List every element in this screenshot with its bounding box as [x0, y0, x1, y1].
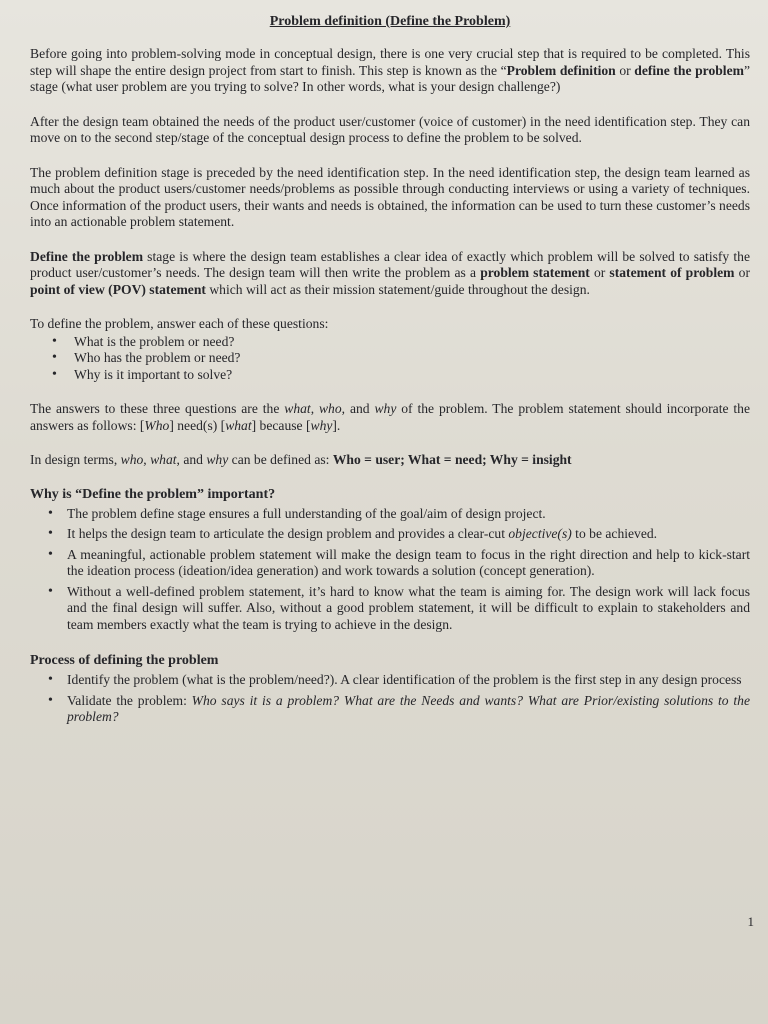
- text-run: ] need(s) [: [169, 417, 226, 433]
- questions-list: [30, 334, 750, 384]
- list-item: [46, 526, 750, 543]
- bold-term: statement of problem: [609, 265, 735, 280]
- text-run: ,: [143, 452, 151, 467]
- bold-term: Problem definition: [506, 62, 616, 78]
- text-run: ] because [: [251, 417, 311, 433]
- list-item: • Without a well-defined problem statement, it’s hard to know what the team is aiming for. The design work will lack focus and the final design will suffer. Also, without a good problem statement, it will be difficult to explain to stakeholders and team members exactly what the team is trying to achieve in the design.: [46, 584, 750, 634]
- list-item: • The problem define stage ensures a full understanding of the goal/aim of design project.: [46, 506, 750, 523]
- intro-paragraph: [30, 46, 750, 96]
- text-run: to be achieved.: [571, 526, 658, 541]
- text-run: stage is where the design team establishes a clear idea of exactly which problem will be solved to satisfy the product user/customer’s needs. The design team will then write the problem as a: [30, 248, 750, 280]
- text-run: of the problem. The problem statement should incorporate the answers as follows: [: [30, 401, 751, 433]
- process-heading: Process of defining the problem: [30, 653, 219, 668]
- text-run: can be defined as:: [228, 452, 333, 467]
- text-run: or: [589, 265, 610, 280]
- italic-term: why: [374, 401, 397, 416]
- preceded-paragraph: The problem definition stage is preceded by the need identification step. In the need identification step, the design team learned as much about the product users/customer needs/problems as possible through conducting interviews or using a variety of techniques. Once information of the product users, their wants and needs is obtained, the information can be used to turn these customer’s needs into an actionable problem statement.: [30, 164, 750, 229]
- need-identification-paragraph: After the design team obtained the needs of the product user/customer (voice of customer) in the need identification step. They can move on to the second step/stage of the conceptual design process to define the problem to be solved.: [30, 113, 750, 145]
- answers-paragraph: [30, 401, 750, 434]
- text-run: or: [615, 62, 635, 78]
- italic-term: what: [284, 401, 311, 416]
- italic-term: who: [120, 452, 144, 467]
- questions-intro: To define the problem, answer each of these questions:: [30, 316, 329, 331]
- italic-term: who: [318, 401, 342, 416]
- list-item: • Who has the problem or need?: [50, 350, 750, 367]
- text-run: In design terms,: [30, 452, 121, 467]
- text-run: Before going into problem-solving mode in conceptual design, there is one very crucial step that is required to be completed. This step will shape the entire design project from start to finish. This step is known as the “: [30, 46, 750, 78]
- process-list: [30, 672, 750, 726]
- define-stage-paragraph: [30, 249, 750, 299]
- italic-term: Who says it is a problem? What are the Needs and wants? What are Prior/existing solutions to the problem?: [67, 692, 751, 724]
- italic-term: why: [310, 417, 333, 433]
- text-run: or: [734, 265, 750, 280]
- text-run: Validate the problem:: [67, 692, 192, 708]
- text-run: The answers to these three questions are the: [30, 401, 285, 416]
- bold-term: Define the problem: [30, 248, 144, 264]
- list-item: • Why is it important to solve?: [50, 367, 750, 384]
- list-item: • A meaningful, actionable problem statement will make the design team to focus in the right direction and help to kick-start the ideation process (ideation/idea generation) and work towards a solution (concept generation).: [46, 547, 750, 580]
- bold-term: point of view (POV) statement: [30, 281, 206, 297]
- why-important-list: [30, 506, 750, 634]
- document-title: Problem definition (Define the Problem): [269, 14, 511, 29]
- italic-term: objective(s): [508, 526, 572, 541]
- text-run: ,: [310, 401, 319, 416]
- italic-term: what: [150, 452, 177, 467]
- italic-term: Who: [144, 417, 170, 433]
- italic-term: what: [225, 417, 252, 433]
- list-item: • What is the problem or need?: [50, 334, 750, 351]
- italic-term: why: [206, 452, 229, 467]
- text-run: ” stage (what user problem are you trying to solve? In other words, what is your design challenge?): [30, 62, 750, 94]
- text-run: , and: [176, 452, 207, 467]
- design-terms-paragraph: [30, 452, 750, 469]
- bold-term: problem statement: [480, 265, 590, 280]
- text-run: which will act as their mission statement/guide throughout the design.: [205, 281, 590, 297]
- bold-term: Who = user; What = need; Why = insight: [332, 452, 572, 467]
- bold-term: define the problem: [634, 62, 744, 78]
- list-item: [46, 693, 750, 726]
- why-important-heading: Why is “Define the problem” important?: [30, 486, 276, 502]
- page-number: 1: [747, 914, 754, 929]
- text-run: It helps the design team to articulate the design problem and provides a clear-cut: [67, 526, 509, 541]
- list-item: • Identify the problem (what is the problem/need?). A clear identification of the problem is the first step in any design process: [46, 672, 750, 689]
- text-run: ].: [332, 417, 341, 433]
- text-run: , and: [341, 401, 375, 416]
